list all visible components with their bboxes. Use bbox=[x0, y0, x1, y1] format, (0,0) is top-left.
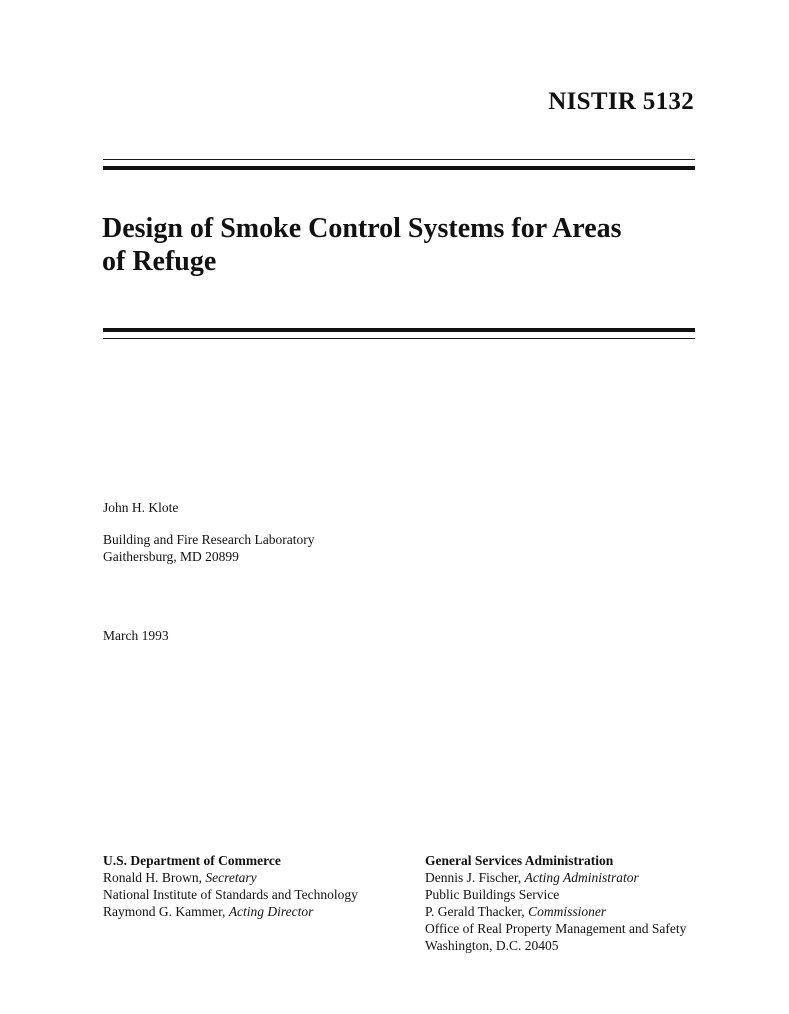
gsa-office: Office of Real Property Management and Safety bbox=[425, 921, 687, 936]
secretary-title: Secretary bbox=[205, 870, 257, 885]
report-number: NISTIR 5132 bbox=[548, 88, 694, 115]
gsa-credits bbox=[425, 852, 686, 954]
director-title: Acting Director bbox=[228, 904, 314, 919]
gsa-service: Public Buildings Service bbox=[425, 887, 560, 902]
author-affiliation bbox=[103, 531, 314, 565]
top-divider-thick-line bbox=[103, 166, 695, 170]
secretary-name: Ronald H. Brown, bbox=[103, 870, 206, 885]
document-title bbox=[102, 212, 702, 278]
administrator-title: Acting Administrator bbox=[524, 870, 639, 885]
gsa-administrator bbox=[425, 869, 686, 886]
commerce-credits bbox=[103, 852, 358, 920]
title-line-2: of Refuge bbox=[102, 246, 217, 277]
gsa-agency: General Services Administration bbox=[425, 853, 614, 868]
top-divider bbox=[103, 159, 695, 170]
affiliation-lab: Building and Fire Research Laboratory bbox=[103, 532, 315, 547]
top-divider-thin-line bbox=[103, 159, 695, 160]
nist-institute: National Institute of Standards and Technology bbox=[103, 887, 358, 902]
title-line-1: Design of Smoke Control Systems for Areas bbox=[102, 213, 622, 244]
director-name: Raymond G. Kammer, bbox=[103, 904, 229, 919]
affiliation-address: Gaithersburg, MD 20899 bbox=[103, 549, 239, 564]
gsa-commissioner bbox=[425, 903, 686, 920]
bottom-divider-thin-line bbox=[103, 338, 695, 339]
author-name: John H. Klote bbox=[103, 500, 179, 515]
administrator-name: Dennis J. Fischer, bbox=[425, 870, 525, 885]
nist-director bbox=[103, 903, 358, 920]
gsa-location: Washington, D.C. 20405 bbox=[425, 938, 559, 953]
bottom-divider bbox=[103, 328, 695, 339]
commerce-agency: U.S. Department of Commerce bbox=[103, 853, 281, 868]
commissioner-name: P. Gerald Thacker, bbox=[425, 904, 529, 919]
commissioner-title: Commissioner bbox=[528, 904, 607, 919]
publication-date: March 1993 bbox=[103, 628, 169, 643]
bottom-divider-thick-line bbox=[103, 328, 695, 332]
commerce-secretary bbox=[103, 869, 358, 886]
